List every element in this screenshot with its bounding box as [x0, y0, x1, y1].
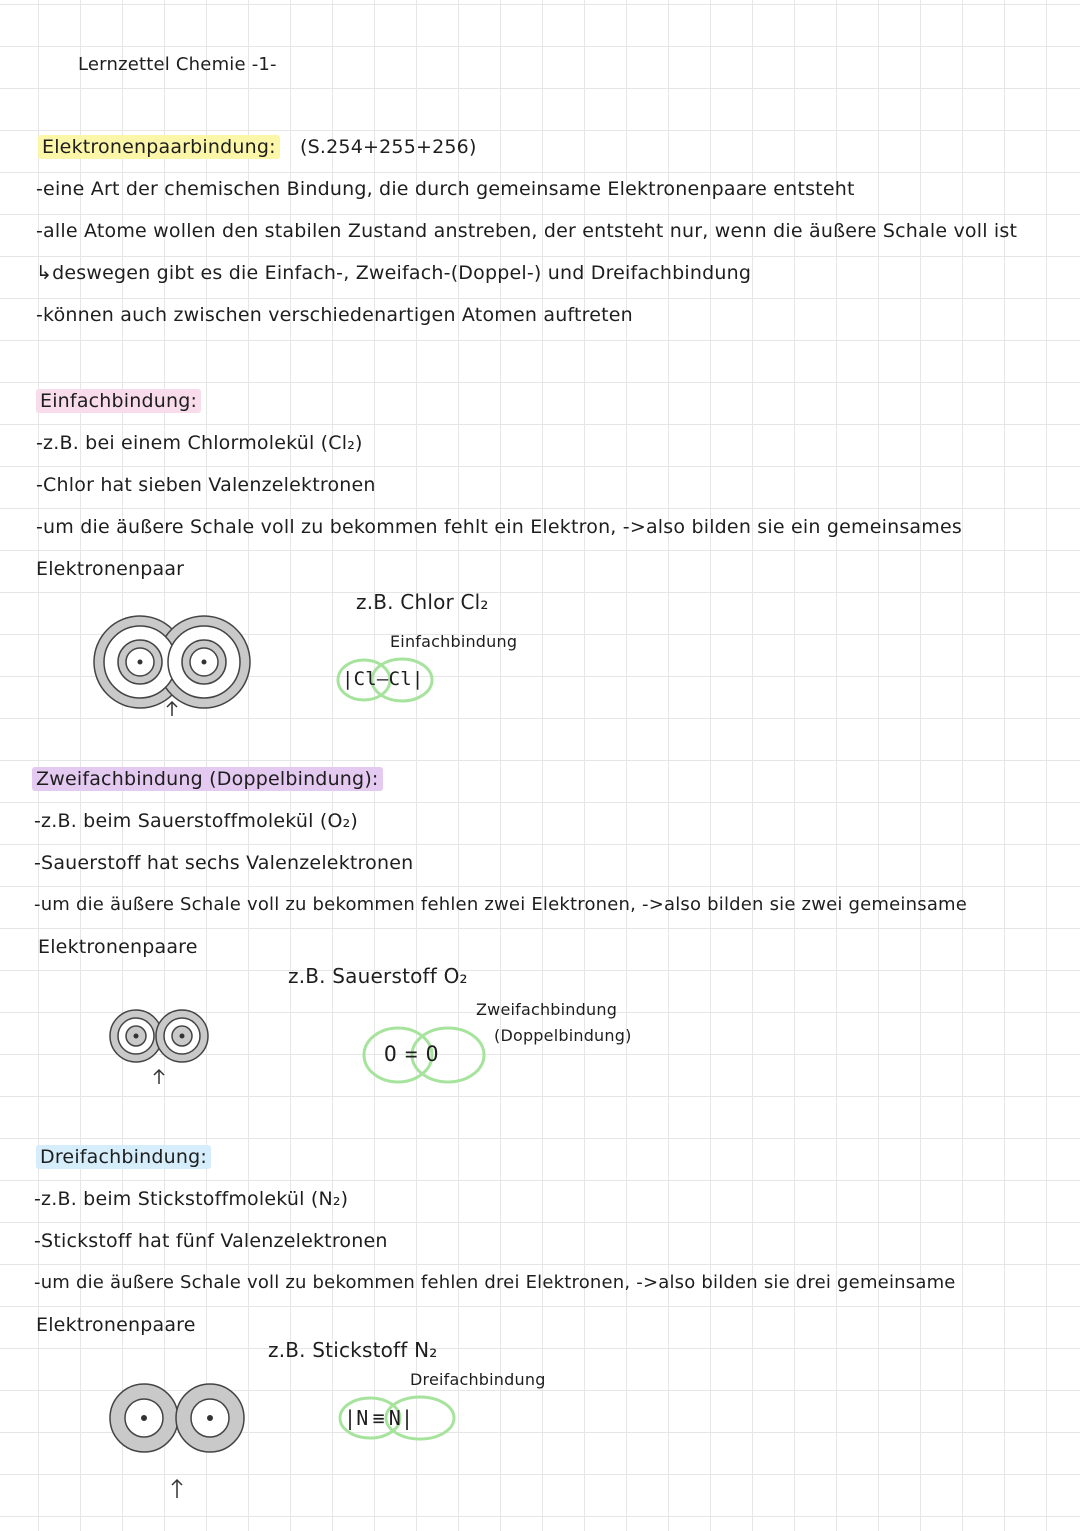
- single-line-1: -z.B. bei einem Chlormolekül (Cl₂): [36, 432, 363, 454]
- triple-bond-label: Dreifachbindung: [410, 1370, 546, 1389]
- nitrogen-right-atom: N|: [388, 1406, 414, 1430]
- double-line-1: -z.B. beim Sauerstoffmolekül (O₂): [34, 810, 359, 832]
- double-heading: Zweifachbindung (Doppelbindung):: [32, 767, 383, 791]
- triple-example: z.B. Stickstoff N₂: [268, 1338, 438, 1362]
- triple-line-2: -Stickstoff hat fünf Valenzelektronen: [34, 1230, 388, 1252]
- intro-page-ref: (S.254+255+256): [300, 136, 477, 158]
- oxygen-right-atom: O: [425, 1042, 439, 1066]
- single-line-3: -um die äußere Schale voll zu bekommen fehlt ein Elektron, ->also bilden sie ein gemeinsames: [36, 516, 962, 538]
- intro-line-4: -können auch zwischen verschiedenartigen Atomen auftreten: [36, 304, 633, 326]
- oxygen-bond: =: [404, 1042, 418, 1066]
- page-title: Lernzettel Chemie -1-: [78, 54, 277, 75]
- chlorine-left-atom: |Cl: [342, 668, 377, 690]
- nitrogen-shell-diagram: [94, 1380, 264, 1504]
- triple-heading: Dreifachbindung:: [36, 1145, 211, 1169]
- intro-heading: Elektronenpaarbindung:: [38, 135, 280, 159]
- double-example: z.B. Sauerstoff O₂: [288, 964, 468, 988]
- chlorine-bond: —: [376, 668, 389, 690]
- intro-line-2: -alle Atome wollen den stabilen Zustand anstreben, der entsteht nur, wenn die äußere Schale voll ist: [36, 220, 1018, 242]
- single-heading: Einfachbindung:: [36, 389, 201, 413]
- chlorine-shell-diagram: [90, 616, 260, 718]
- nitrogen-bond: ≡: [372, 1406, 385, 1430]
- intro-line-3: ↳deswegen gibt es die Einfach-, Zweifach-(Doppel-) und Dreifachbindung: [36, 262, 752, 284]
- triple-heading-row: [36, 1146, 211, 1168]
- single-line-4: Elektronenpaar: [36, 558, 185, 580]
- intro-heading-row: [38, 136, 477, 158]
- oxygen-formula: [384, 1042, 439, 1066]
- single-example: z.B. Chlor Cl₂: [356, 590, 489, 614]
- single-line-2: -Chlor hat sieben Valenzelektronen: [36, 474, 376, 496]
- single-bond-label: Einfachbindung: [390, 632, 518, 651]
- triple-line-3: -um die äußere Schale voll zu bekommen fehlen drei Elektronen, ->also bilden sie drei gemeinsame: [34, 1272, 956, 1293]
- nitrogen-left-atom: |N: [344, 1406, 369, 1430]
- double-line-3: -um die äußere Schale voll zu bekommen fehlen zwei Elektronen, ->also bilden sie zwei gemeinsame: [34, 894, 968, 915]
- single-heading-row: [36, 390, 201, 412]
- double-line-2: -Sauerstoff hat sechs Valenzelektronen: [34, 852, 414, 874]
- double-line-4: Elektronenpaare: [38, 936, 198, 958]
- triple-line-4: Elektronenpaare: [36, 1314, 196, 1336]
- double-bond-label: Zweifachbindung: [476, 1000, 618, 1019]
- triple-line-1: -z.B. beim Stickstoffmolekül (N₂): [34, 1188, 349, 1210]
- chlorine-formula: [342, 668, 423, 690]
- oxygen-shell-diagram: [106, 1008, 216, 1088]
- nitrogen-formula: [344, 1406, 413, 1430]
- intro-line-1: -eine Art der chemischen Bindung, die durch gemeinsame Elektronenpaare entsteht: [36, 178, 855, 200]
- chlorine-right-atom: Cl|: [388, 668, 424, 690]
- double-heading-row: [32, 768, 383, 790]
- oxygen-left-atom: O: [384, 1042, 397, 1066]
- double-bond-label-2: (Doppelbindung): [494, 1026, 632, 1045]
